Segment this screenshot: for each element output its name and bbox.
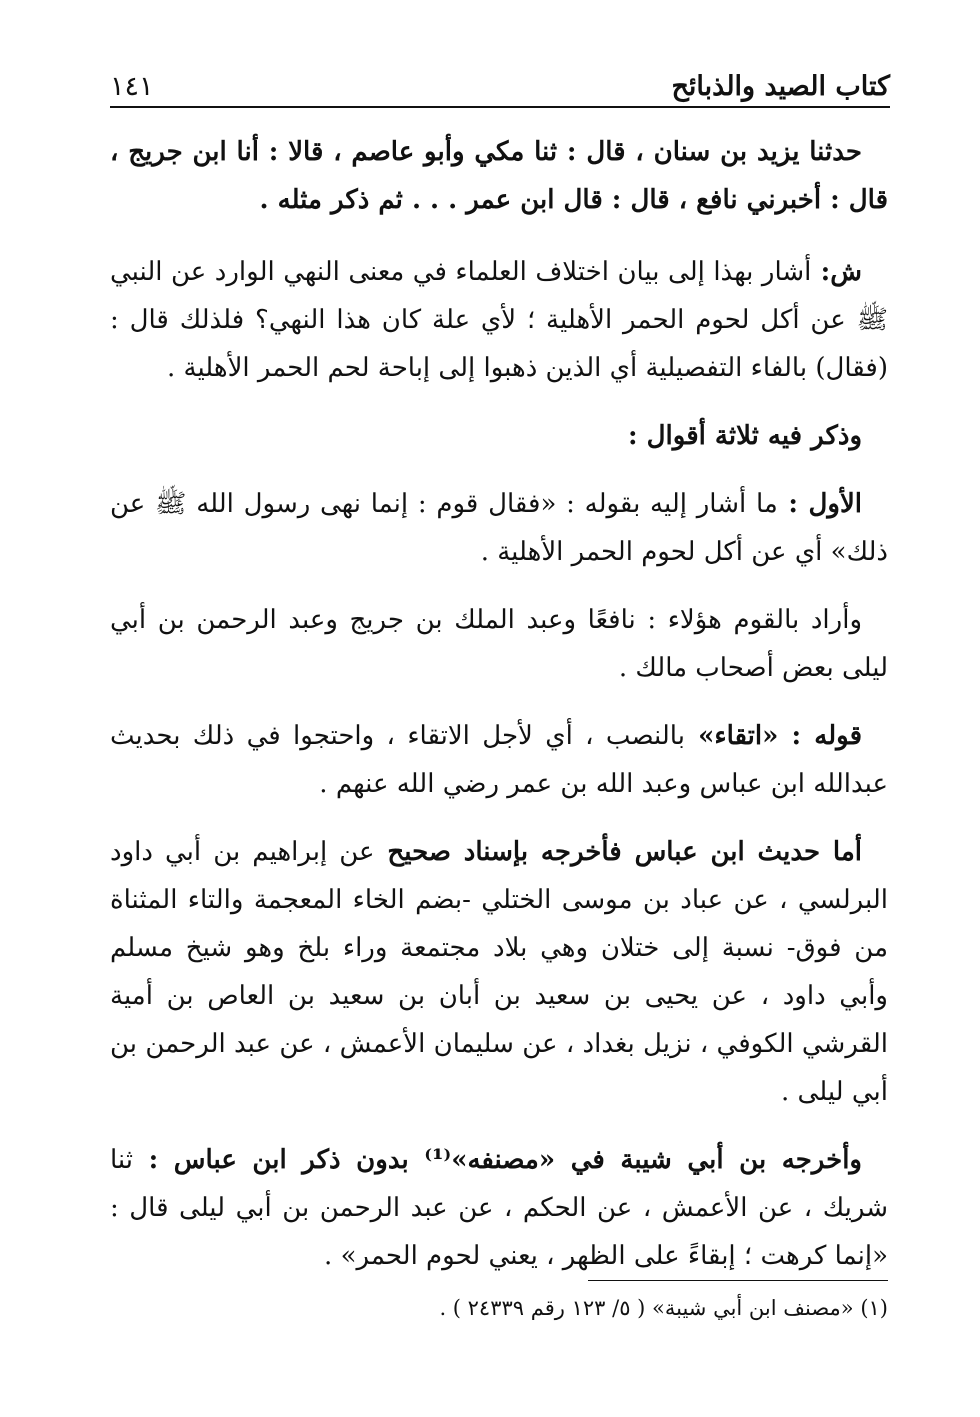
paragraph-bold: وذكر فيه ثلاثة أقوال : <box>628 421 862 451</box>
paragraph-text: وأراد بالقوم هؤلاء : نافعًا وعبد الملك بن جريج وعبد الرحمن بن أبي ليلى بعض أصحاب مالك . <box>110 605 888 683</box>
paragraph-bold: وأخرجه بن أبي شيبة في «مصنفه»⁽¹⁾ بدون ذكر ابن عباس : <box>133 1145 862 1175</box>
footnote-divider <box>588 1280 888 1281</box>
main-text <box>110 128 888 1300</box>
paragraph-text: ثنا شريك ، عن الأعمش ، عن الحكم ، عن عبد الرحمن بن أبي ليلى قال : «إنما كرهت ؛ إبقاءً على الظهر ، يعني لحوم الحمر» . <box>110 1145 888 1271</box>
paragraph-three-opinions <box>110 412 888 460</box>
paragraph-hadith-chain <box>110 128 888 224</box>
paragraph-ittiqa <box>110 712 888 808</box>
page-number: ١٤١ <box>110 71 154 102</box>
paragraph-ibn-abbas <box>110 828 888 1116</box>
paragraph-bold: قوله : «اتقاء» <box>684 721 862 751</box>
running-header <box>110 60 890 108</box>
paragraph-people <box>110 596 888 692</box>
paragraph-ibn-abi-shaybah <box>110 1136 888 1280</box>
paragraph-bold: ش: <box>811 257 862 287</box>
book-chapter-title: كتاب الصيد والذبائح <box>671 71 890 102</box>
paragraph-text: أشار بهذا إلى بيان اختلاف العلماء في معنى النهي الوارد عن النبي ﷺ عن أكل لحوم الحمر الأهلية ؛ لأي علة كان هذا النهي؟ فلذلك قال : (فقال) بالفاء التفصيلية أي الذين ذهبوا إلى إباحة لحم الحمر الأهلية . <box>110 257 888 383</box>
paragraph-first-opinion <box>110 480 888 576</box>
paragraph-text: ما أشار إليه بقوله : «فقال قوم : إنما نهى رسول الله ﷺ عن ذلك» أي عن أكل لحوم الحمر الأهلية . <box>110 489 888 567</box>
paragraph-commentary <box>110 248 888 392</box>
paragraph-bold: الأول : <box>777 489 862 519</box>
paragraph-bold: أما حديث ابن عباس فأخرجه بإسناد صحيح <box>374 837 862 867</box>
paragraph-text: بالنصب ، أي لأجل الاتقاء ، واحتجوا في ذلك بحديث عبدالله ابن عباس وعبد الله بن عمر رضي الله عنهم . <box>110 721 888 799</box>
paragraph-text: عن إبراهيم بن أبي داود البرلسي ، عن عباد بن موسى الختلي -بضم الخاء المعجمة والتاء المثناة من فوق- نسبة إلى ختلان وهي بلاد مجتمعة وراء بلخ وهو شيخ مسلم وأبي داود ، عن يحيى بن سعيد بن أبان بن سعيد بن العاص بن أمية القرشي الكوفي ، نزيل بغداد ، عن سليمان الأعمش ، عن عبد الرحمن بن أبي ليلى . <box>110 837 888 1107</box>
paragraph-bold: حدثنا يزيد بن سنان ، قال : ثنا مكي وأبو عاصم ، قالا : أنا ابن جريج ، قال : أخبرني نافع ، قال : قال ابن عمر . . . ثم ذكر مثله . <box>110 137 888 215</box>
footnote: (١) «مصنف ابن أبي شيبة» ( ٥/ ١٢٣ رقم ٢٤٣٣٩ ) . <box>439 1296 888 1320</box>
